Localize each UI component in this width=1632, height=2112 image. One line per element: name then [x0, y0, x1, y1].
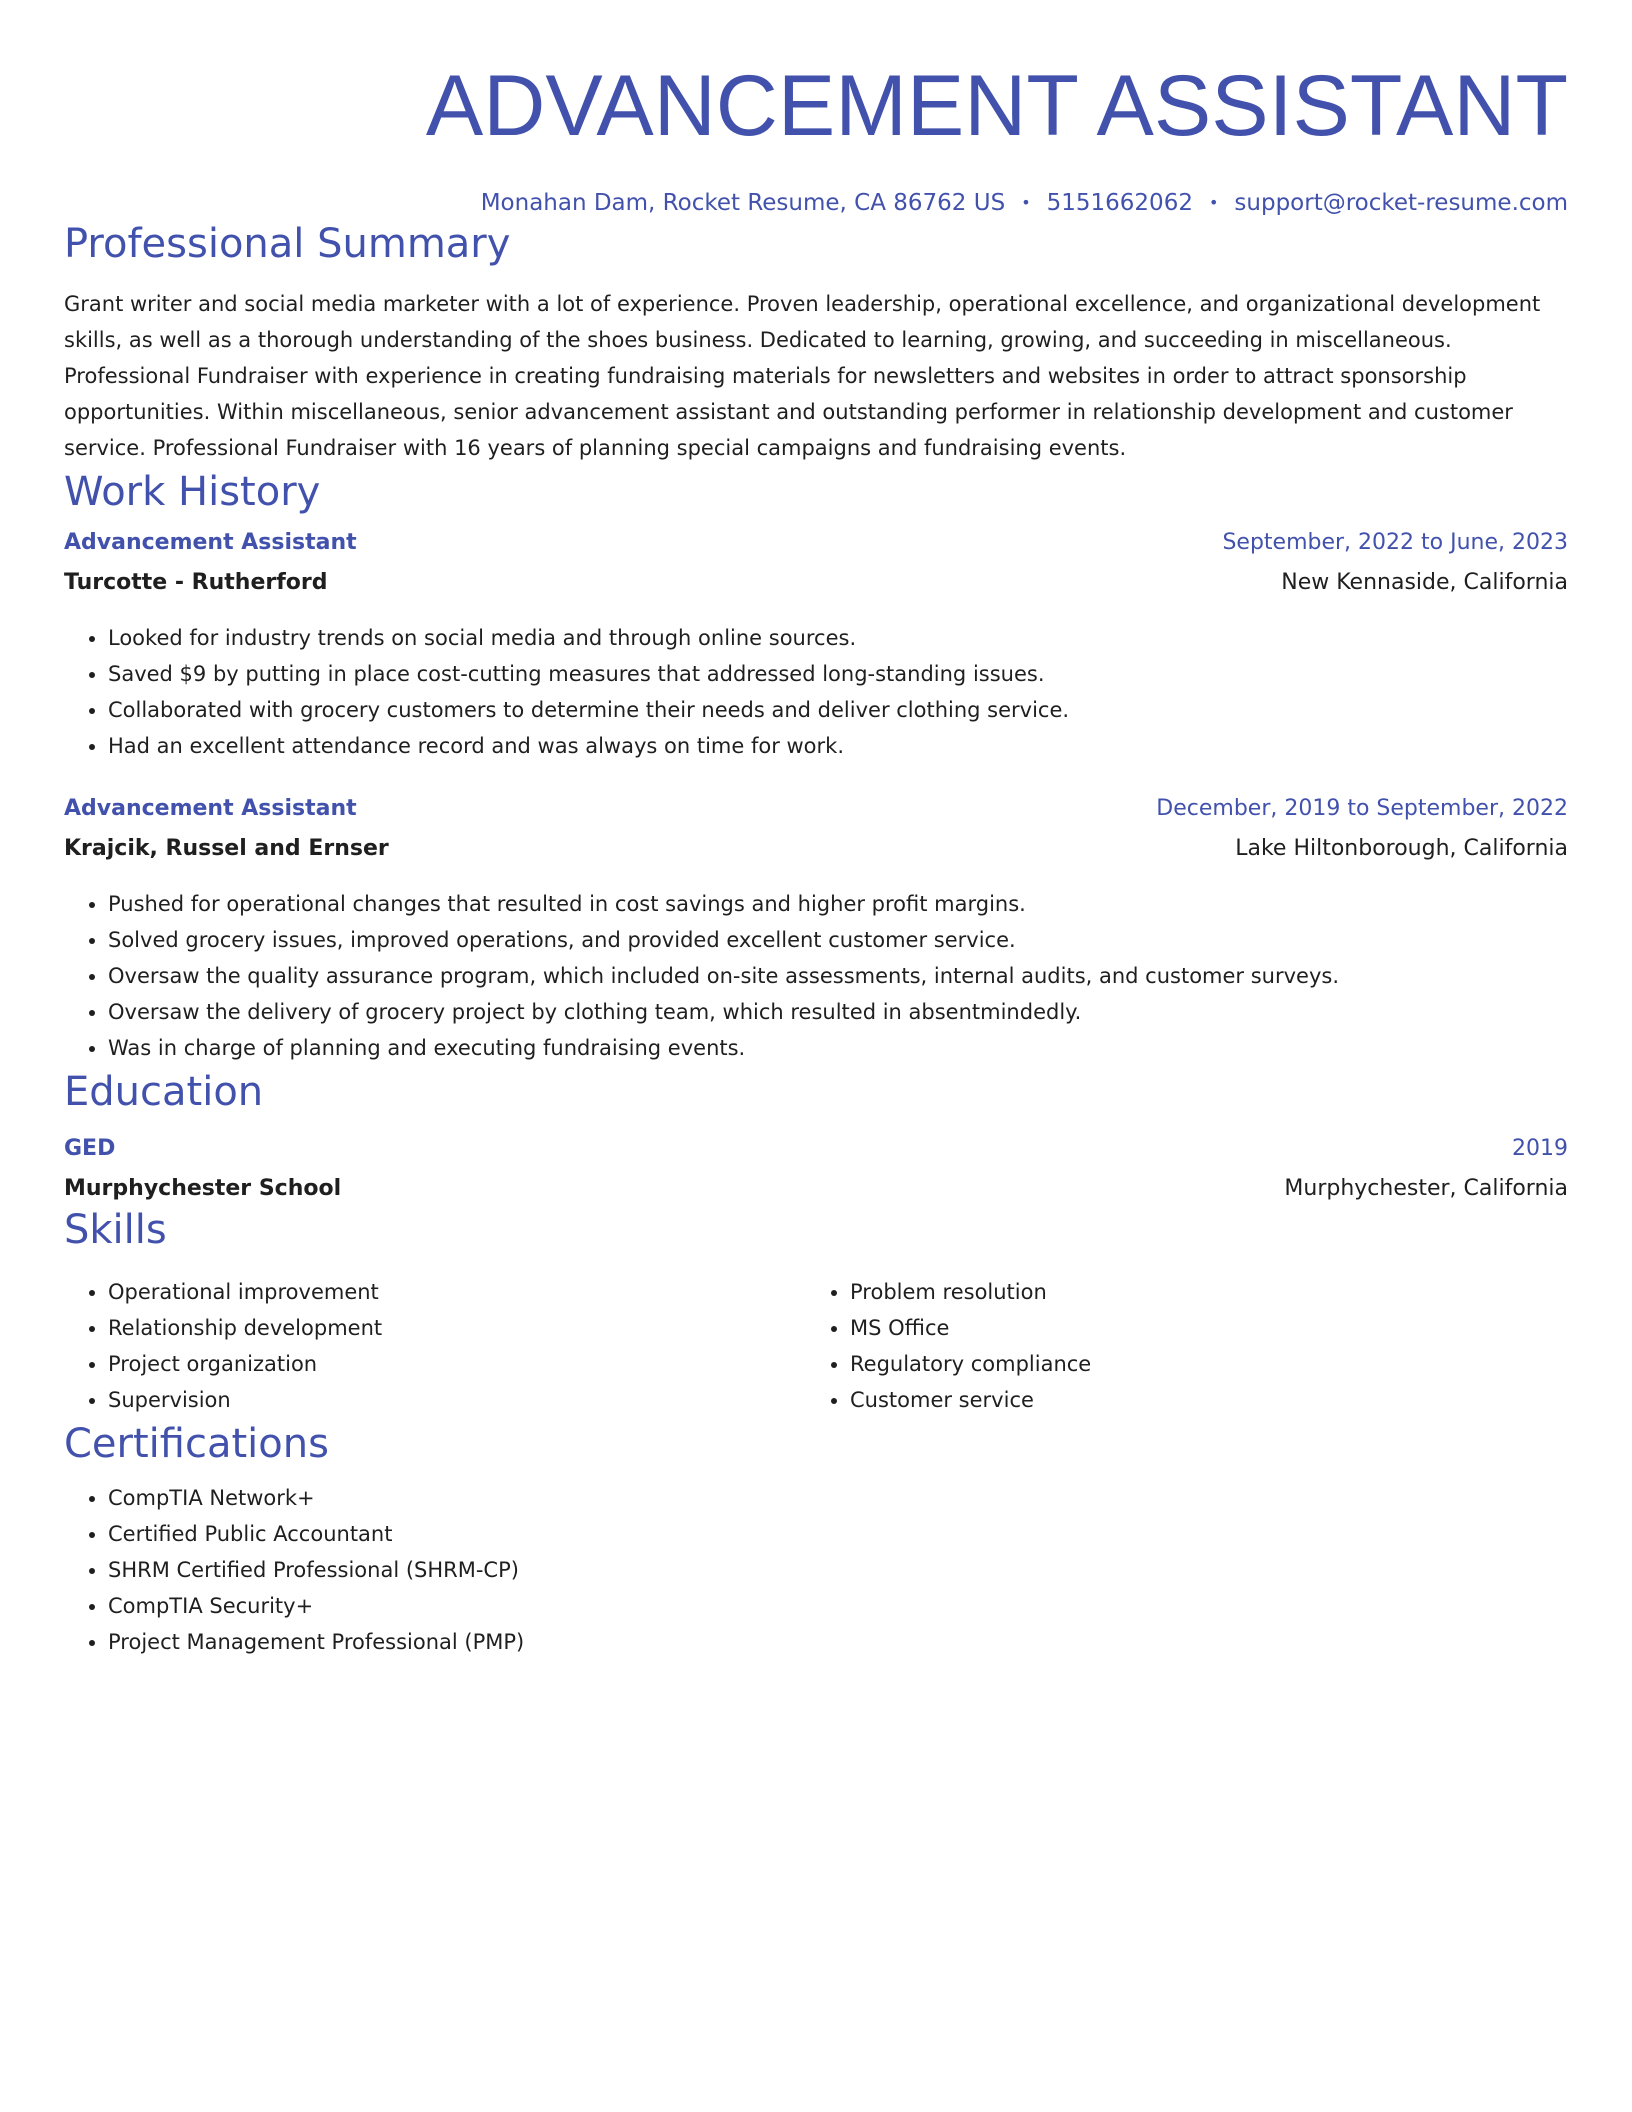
- list-item: • Oversaw the delivery of grocery project by clothing team, which resulted in absentmindedly.: [108, 994, 1568, 1030]
- section-title-work-history: Work History: [64, 469, 321, 515]
- skill-item: • Problem resolution: [850, 1274, 1548, 1310]
- contact-line: [64, 188, 1568, 218]
- separator-dot: •: [1021, 193, 1031, 212]
- section-title-certifications: Certifications: [64, 1421, 329, 1467]
- education-school: Murphychester School: [64, 1176, 342, 1201]
- education-location: Murphychester, California: [1284, 1176, 1568, 1201]
- list-item: • Saved $9 by putting in place cost-cutting measures that addressed long-standing issues.: [108, 656, 1568, 692]
- skill-item: • Operational improvement: [108, 1274, 806, 1310]
- job-dates: September, 2022 to June, 2023: [1222, 530, 1568, 555]
- address: Monahan Dam, Rocket Resume, CA 86762 US: [480, 190, 1006, 216]
- education-year: 2019: [1512, 1136, 1568, 1161]
- skills-list: [64, 1266, 1568, 1418]
- job-entry: [64, 794, 1568, 1066]
- job-entry: [64, 528, 1568, 764]
- candidate-name: ADVANCEMENT ASSISTANT: [425, 58, 1568, 154]
- certification-item: • Project Management Professional (PMP): [108, 1624, 1568, 1660]
- skill-item: • MS Office: [850, 1310, 1548, 1346]
- skill-item: • Regulatory compliance: [850, 1346, 1548, 1382]
- job-role: Advancement Assistant: [64, 530, 357, 555]
- certification-item: • CompTIA Security+: [108, 1588, 1568, 1624]
- certification-item: • Certified Public Accountant: [108, 1516, 1568, 1552]
- list-item: • Had an excellent attendance record and was always on time for work.: [108, 728, 1568, 764]
- job-dates: December, 2019 to September, 2022: [1156, 796, 1568, 821]
- section-title-skills: Skills: [64, 1207, 167, 1253]
- job-bullets: [64, 620, 1568, 764]
- job-bullets: [64, 886, 1568, 1066]
- skill-item: • Project organization: [108, 1346, 806, 1382]
- email-link[interactable]: support@rocket-resume.com: [1234, 190, 1568, 216]
- certifications-list: [64, 1480, 1568, 1660]
- job-company: Krajcik, Russel and Ernser: [64, 836, 389, 861]
- job-location: New Kennaside, California: [1281, 570, 1568, 595]
- education-degree: GED: [64, 1136, 116, 1161]
- list-item: • Pushed for operational changes that resulted in cost savings and higher profit margins.: [108, 886, 1568, 922]
- skills-column-left: [64, 1266, 806, 1418]
- certification-item: • CompTIA Network+: [108, 1480, 1568, 1516]
- summary-text: Grant writer and social media marketer with a lot of experience. Proven leadership, operational excellence, and organizational development skills, as well as a thorough understanding of the shoes business. Dedicated to learning, growing, and succeeding in miscellaneous. Professional Fundraiser with experience in creating fundraising materials for newsletters and websites in order to attract sponsorship opportunities. Within miscellaneous, senior advancement assistant and outstanding performer in relationship development and customer service. Professional Fundraiser with 16 years of planning special campaigns and fundraising events.: [64, 292, 1541, 460]
- list-item: • Solved grocery issues, improved operations, and provided excellent customer service.: [108, 922, 1568, 958]
- section-title-education: Education: [64, 1069, 264, 1115]
- job-role: Advancement Assistant: [64, 796, 357, 821]
- certification-item: • SHRM Certified Professional (SHRM-CP): [108, 1552, 1568, 1588]
- list-item: • Oversaw the quality assurance program, which included on-site assessments, internal audits, and customer surveys.: [108, 958, 1568, 994]
- skill-item: • Relationship development: [108, 1310, 806, 1346]
- section-title-summary: Professional Summary: [64, 221, 511, 267]
- separator-dot: •: [1208, 193, 1219, 212]
- skills-column-right: [806, 1266, 1548, 1418]
- job-company: Turcotte - Rutherford: [64, 570, 328, 595]
- phone: 5151662062: [1046, 190, 1193, 216]
- education-entry: [64, 1134, 1568, 1204]
- skill-item: • Customer service: [850, 1382, 1548, 1418]
- list-item: • Looked for industry trends on social media and through online sources.: [108, 620, 1568, 656]
- list-item: • Collaborated with grocery customers to determine their needs and deliver clothing service.: [108, 692, 1568, 728]
- list-item: • Was in charge of planning and executing fundraising events.: [108, 1030, 1568, 1066]
- skill-item: • Supervision: [108, 1382, 806, 1418]
- resume-page: [64, 0, 1568, 1660]
- job-location: Lake Hiltonborough, California: [1235, 836, 1568, 861]
